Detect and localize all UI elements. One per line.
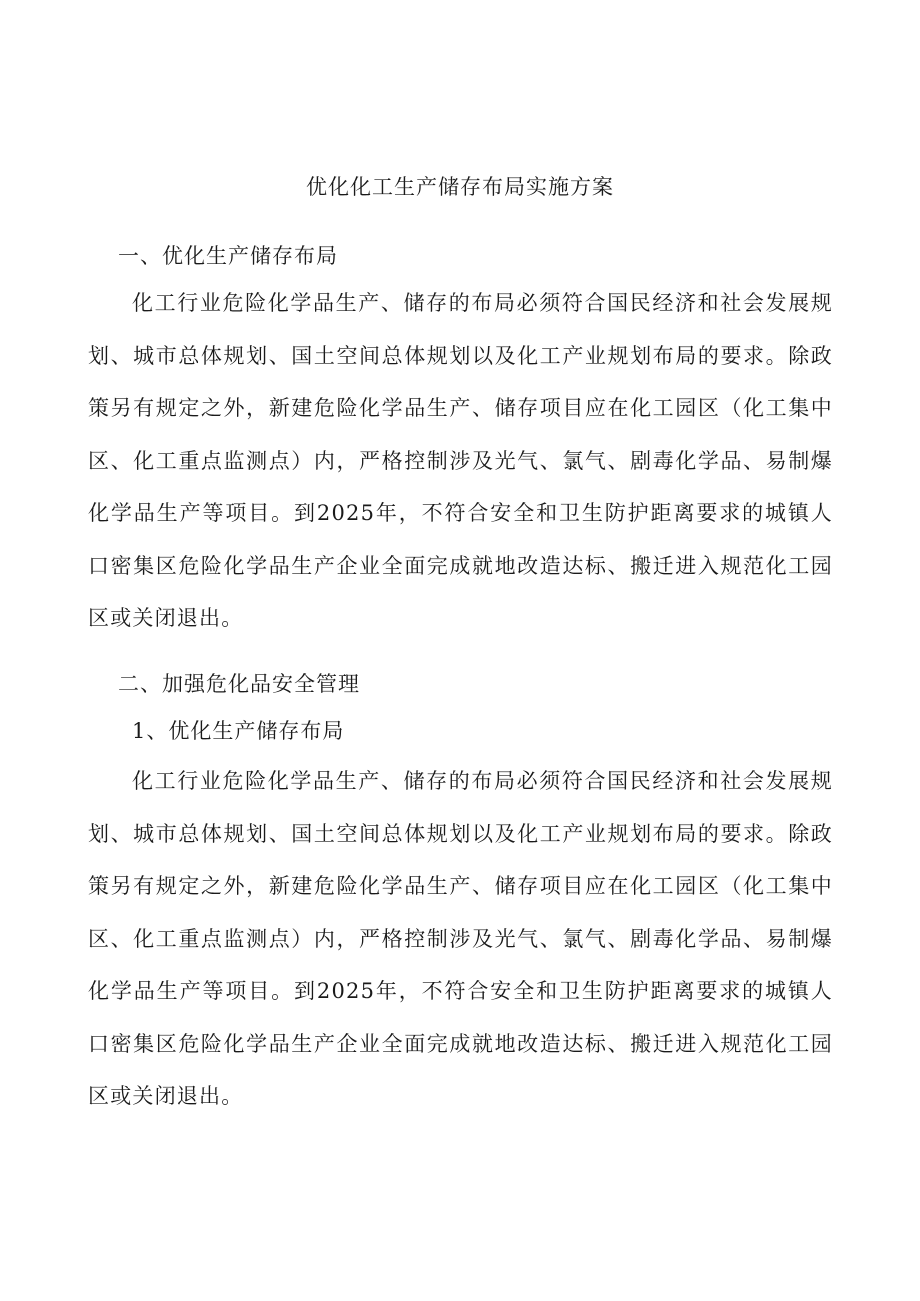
- document-title: 优化化工生产储存布局实施方案: [306, 175, 614, 199]
- section-1-heading: 一、优化生产储存布局: [118, 244, 338, 268]
- section-1-paragraph: 化工行业危险化学品生产、储存的布局必须符合国民经济和社会发展规划、城市总体规划、国土空间总体规划以及化工产业规划布局的要求。除政策另有规定之外，新建危险化学品生产、储存项目应在化工园区（化工集中区、化工重点监测点）内，严格控制涉及光气、氯气、剧毒化学品、易制爆化学品生产等项目。到2025年，不符合安全和卫生防护距离要求的城镇人口密集区危险化学品生产企业全面完成就地改造达标、搬迁进入规范化工园区或关闭退出。: [88, 291, 833, 630]
- section-2-paragraph: 化工行业危险化学品生产、储存的布局必须符合国民经济和社会发展规划、城市总体规划、国土空间总体规划以及化工产业规划布局的要求。除政策另有规定之外，新建危险化学品生产、储存项目应在化工园区（化工集中区、化工重点监测点）内，严格控制涉及光气、氯气、剧毒化学品、易制爆化学品生产等项目。到2025年，不符合安全和卫生防护距离要求的城镇人口密集区危险化学品生产企业全面完成就地改造达标、搬迁进入规范化工园区或关闭退出。: [88, 769, 833, 1108]
- section-2-heading: 二、加强危化品安全管理: [118, 672, 360, 696]
- section-2-subheading: 1、优化生产储存布局: [132, 719, 345, 743]
